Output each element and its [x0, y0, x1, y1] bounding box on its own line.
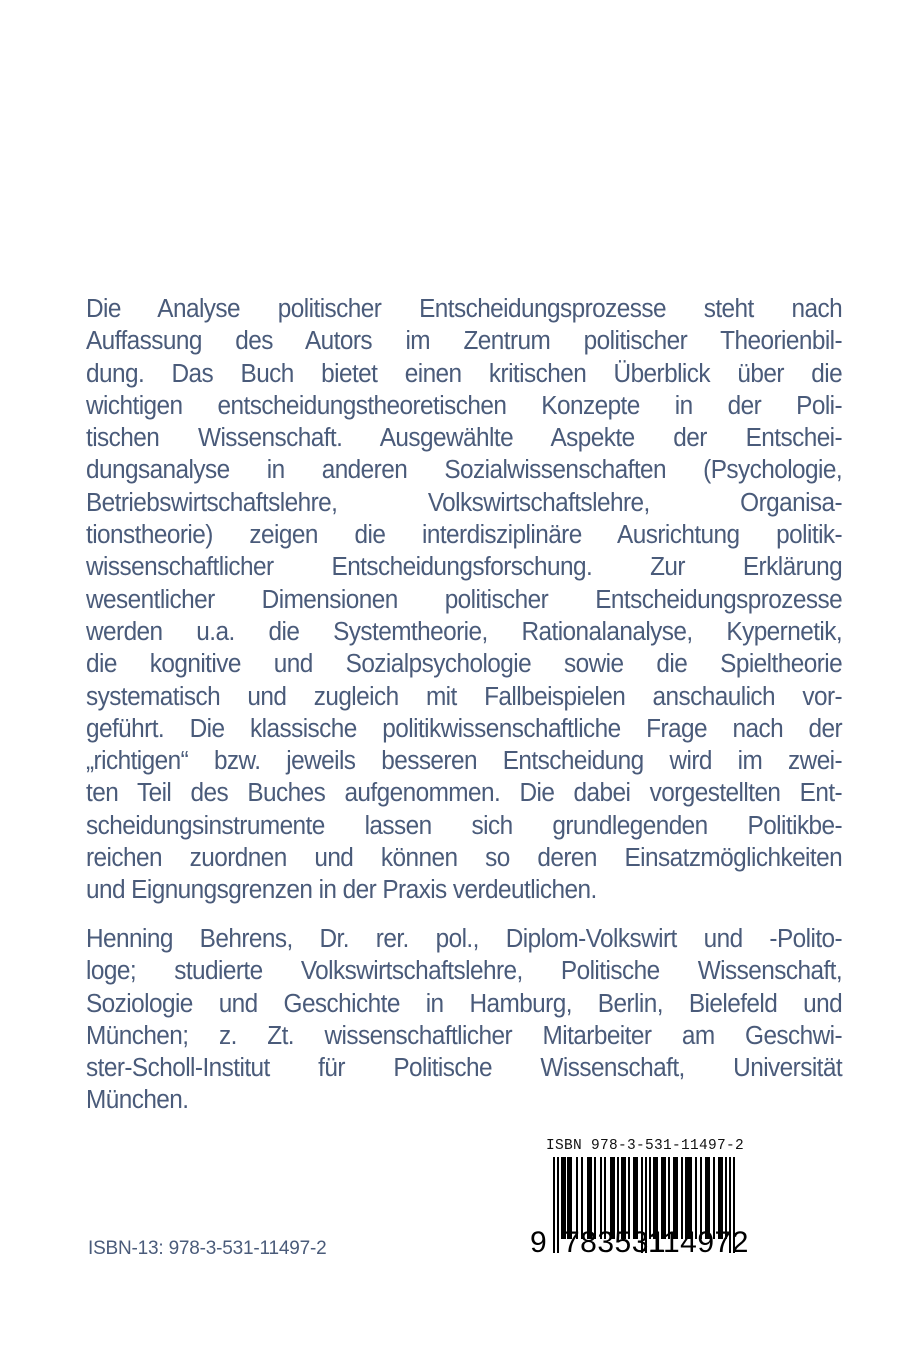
description-line: und Eignungsgrenzen in der Praxis verdeutlichen. — [86, 874, 597, 905]
barcode-digit-prefix: 9 — [530, 1226, 547, 1259]
description-line: ten Teil des Buches aufgenommen. Die dabei vorgestellten Ent- — [86, 777, 843, 808]
description-line: Die Analyse politischer Entscheidungsprozesse steht nach — [86, 293, 843, 323]
barcode-digits-left: 783531 — [563, 1226, 667, 1259]
description-line: scheidungsinstrumente lassen sich grundlegenden Politikbe- — [86, 809, 843, 840]
description-line: geführt. Die klassische politikwissenschaftliche Frage nach der — [86, 712, 843, 743]
bio-line: loge; studierte Volkswirtschaftslehre, Politische Wissenschaft, — [86, 955, 843, 986]
isbn-barcode — [530, 1138, 760, 1268]
bio-line: München; z. Zt. wissenschaftlicher Mitarbeiter am Geschwi- — [86, 1019, 843, 1050]
book-description — [86, 292, 842, 906]
description-line: tischen Wissenschaft. Ausgewählte Aspekte der Entschei- — [86, 422, 843, 453]
bio-line: München. — [86, 1084, 189, 1115]
barcode-isbn-text: ISBN 978-3-531-11497-2 — [545, 1138, 745, 1154]
bio-line: Soziologie und Geschichte in Hamburg, Berlin, Bielefeld und — [86, 987, 843, 1018]
description-line: wesentlicher Dimensionen politischer Entscheidungsprozesse — [86, 583, 843, 614]
description-line: „richtigen“ bzw. jeweils besseren Entscheidung wird im zwei- — [86, 745, 843, 776]
bio-line: ster-Scholl-Institut für Politische Wissenschaft, Universität — [86, 1052, 843, 1083]
description-line: tionstheorie) zeigen die interdisziplinäre Ausrichtung politik- — [86, 519, 843, 550]
barcode-digits-right: 114972 — [648, 1226, 749, 1259]
description-line: systematisch und zugleich mit Fallbeispielen anschaulich vor- — [86, 680, 843, 711]
description-line: Auffassung des Autors im Zentrum politischer Theorienbil- — [86, 325, 843, 356]
author-bio — [86, 922, 842, 1116]
description-line: dungsanalyse in anderen Sozialwissenschaften (Psychologie, — [86, 454, 843, 485]
description-line: Betriebswirtschaftslehre, Volkswirtschaftslehre, Organisa- — [86, 486, 843, 517]
description-line: dung. Das Buch bietet einen kritischen Überblick über die — [86, 357, 843, 388]
description-line: reichen zuordnen und können so deren Einsatzmöglichkeiten — [86, 842, 843, 873]
description-line: wissenschaftlicher Entscheidungsforschung. Zur Erklärung — [86, 551, 843, 582]
bio-line: Henning Behrens, Dr. rer. pol., Diplom-Volkswirt und -Polito- — [86, 923, 843, 953]
description-line: die kognitive und Sozialpsychologie sowie die Spieltheorie — [86, 648, 843, 679]
description-line: werden u.a. die Systemtheorie, Rationalanalyse, Kypernetik, — [86, 615, 843, 646]
isbn-13-label: ISBN-13: 978-3-531-11497-2 — [88, 1238, 327, 1259]
description-line: wichtigen entscheidungstheoretischen Konzepte in der Poli- — [86, 389, 843, 420]
